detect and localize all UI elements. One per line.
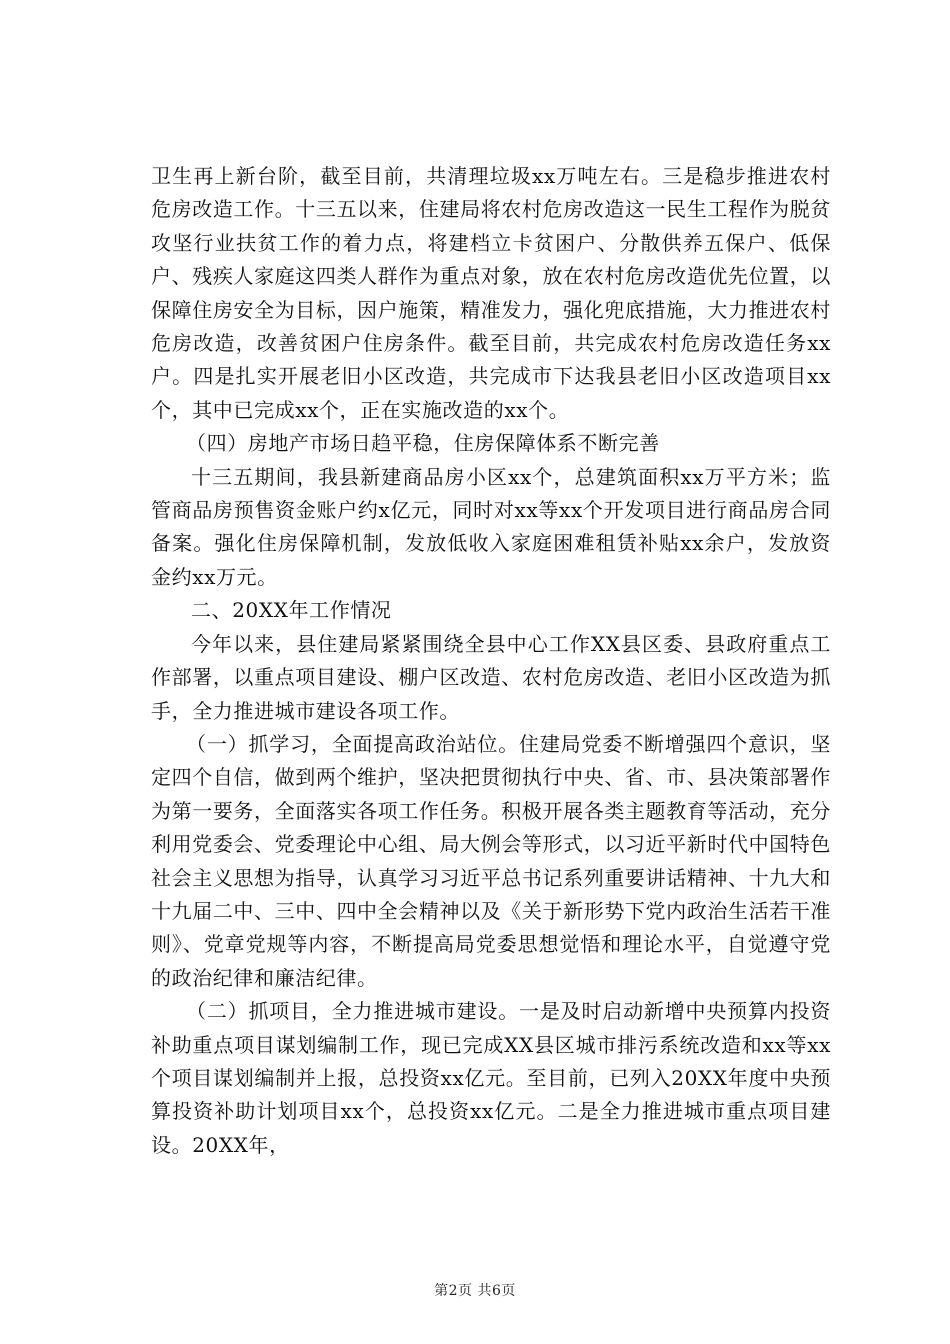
paragraph-overview: 今年以来，县住建局紧紧围绕全县中心工作XX县区委、县政府重点工作部署，以重点项目建设、棚户区改造、农村危房改造、老旧小区改造为抓手，全力推进城市建设各项工作。: [151, 631, 831, 723]
paragraph-real-estate: 十三五期间，我县新建商品房小区xx个，总建筑面积xx万平方米；监管商品房预售资金账户约x亿元，同时对xx等xx个开发项目进行商品房合同备案。强化住房保障机制，发放低收入家庭困难租赁补贴xx余户，发放资金约xx万元。: [151, 464, 831, 589]
paragraph-projects: （二）抓项目，全力推进城市建设。一是及时启动新增中央预算内投资补助重点项目谋划编制工作，现已完成XX县区城市排污系统改造和xx等xx个项目谋划编制并上报，总投资xx亿元。至目前，已列入20XX年度中央预算投资补助计划项目xx个，总投资xx亿元。二是全力推进城市重点项目建设。20XX年，: [151, 999, 831, 1157]
document-body: [151, 160, 831, 1162]
page-number-footer: 第2页 共6页: [434, 1283, 516, 1299]
section-heading-2: 二、20XX年工作情况: [191, 598, 392, 623]
paragraph-continuation: 卫生再上新台阶，截至目前，共清理垃圾xx万吨左右。三是稳步推进农村危房改造工作。十三五以来，住建局将农村危房改造这一民生工程作为脱贫攻坚行业扶贫工作的着力点，将建档立卡贫困户、分散供养五保户、低保户、残疾人家庭这四类人群作为重点对象，放在农村危房改造优先位置，以保障住房安全为目标，因户施策，精准发力，强化兜底措施，大力推进农村危房改造，改善贫困户住房条件。截至目前，共完成农村危房改造任务xx户。四是扎实开展老旧小区改造，共完成市下达我县老旧小区改造项目xx个，其中已完成xx个，正在实施改造的xx个。: [151, 164, 831, 422]
paragraph-study: （一）抓学习，全面提高政治站位。住建局党委不断增强四个意识，坚定四个自信，做到两个维护，坚决把贯彻执行中央、省、市、县决策部署作为第一要务，全面落实各项工作任务。积极开展各类主题教育等活动，充分利用党委会、党委理论中心组、局大例会等形式，以习近平新时代中国特色社会主义思想为指导，认真学习习近平总书记系列重要讲话精神、十九大和十九届二中、三中、四中全会精神以及《关于新形势下党内政治生活若干准则》、党章党规等内容，不断提高局党委思想觉悟和理论水平，自觉遵守党的政治纪律和廉洁纪律。: [151, 731, 831, 990]
section-heading-4: （四）房地产市场日趋平稳，住房保障体系不断完善: [186, 431, 660, 456]
